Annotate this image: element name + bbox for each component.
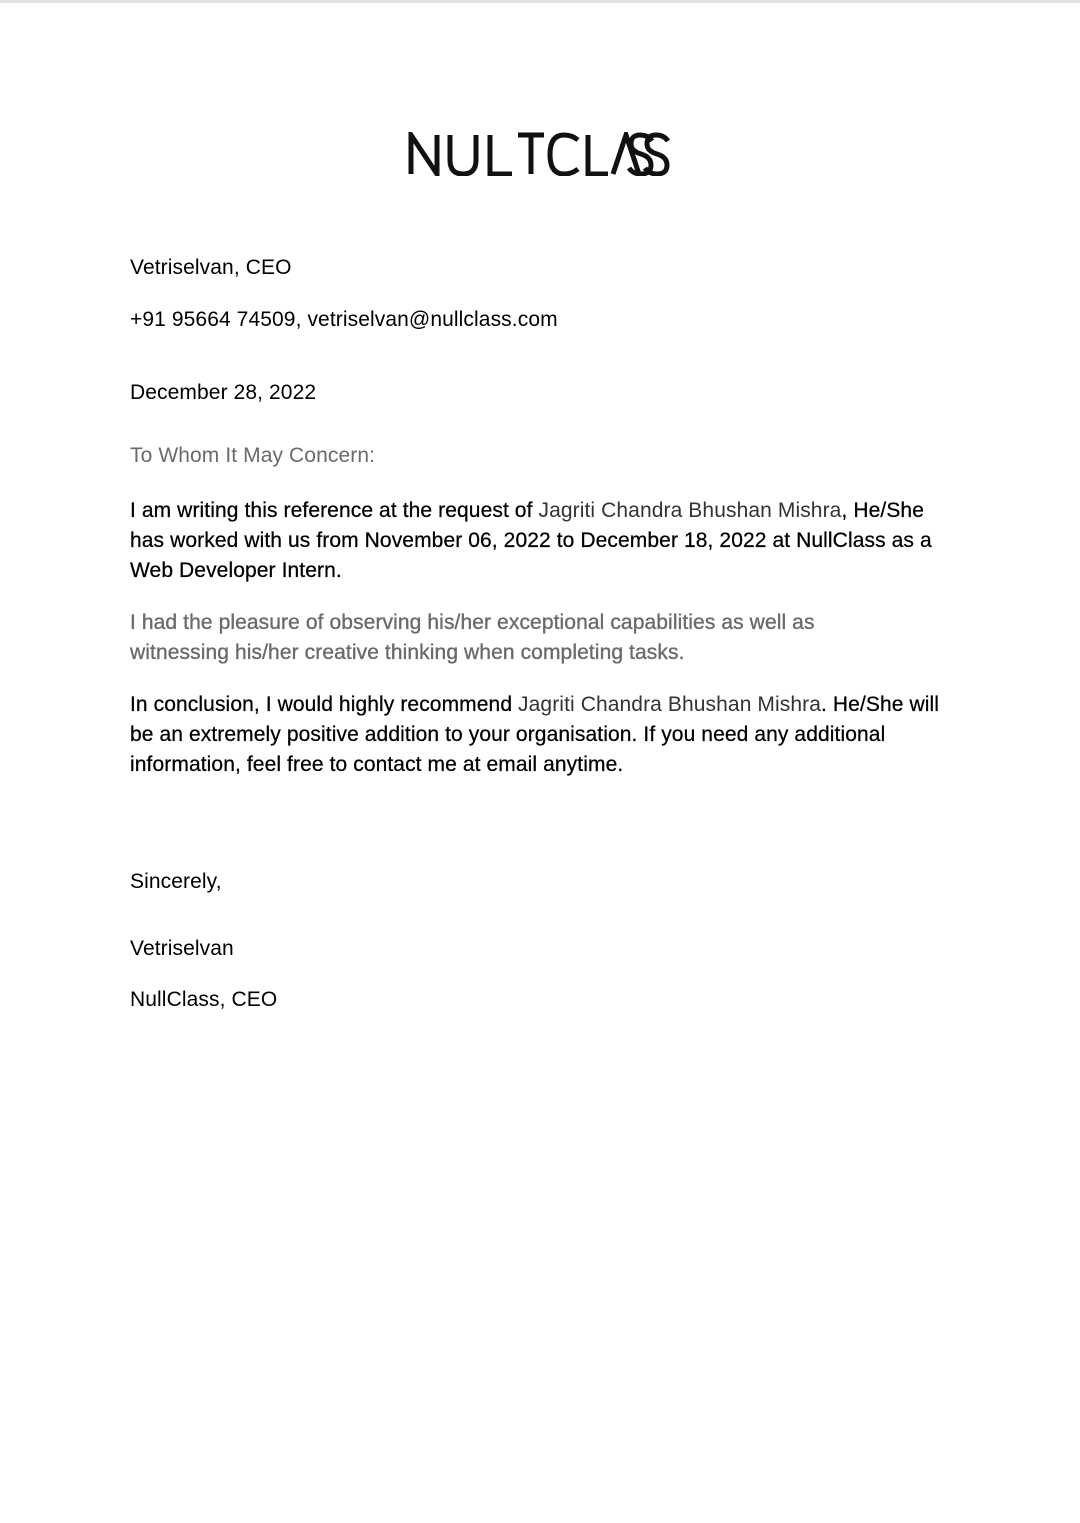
top-divider [0, 0, 1080, 3]
paragraph-3 [130, 690, 945, 780]
paragraph-3-tail: . He/She will be an extremely positive addition to your organisation. If you need any additional information, feel free to contact me at email anytime. [130, 693, 940, 776]
valediction: Sincerely, [130, 870, 222, 893]
paragraph-1-lead: I am writing this reference at the request of [130, 499, 533, 522]
nullclass-logo [408, 132, 670, 176]
nullclass-logo-mark [408, 132, 670, 176]
sender-contact: +91 95664 74509, vetriselvan@nullclass.com [130, 308, 558, 331]
sender-name-title: Vetriselvan, CEO [130, 256, 292, 279]
paragraph-2: I had the pleasure of observing his/her exceptional capabilities as well as witnessing his/her creative thinking when completing tasks. [130, 611, 815, 664]
paragraph-1 [130, 496, 960, 586]
paragraph-1-tail: , He/She has worked with us from November 06, 2022 to December 18, 2022 at NullClass as a Web Developer Intern. [130, 499, 932, 582]
signer-title: NullClass, CEO [130, 988, 278, 1011]
letter-date: December 28, 2022 [130, 381, 317, 404]
salutation: To Whom It May Concern: [130, 444, 376, 467]
candidate-name-repeat: Jagriti Chandra Bhushan Mishra [518, 693, 822, 716]
candidate-name: Jagriti Chandra Bhushan Mishra [538, 499, 842, 522]
paragraph-3-lead: In conclusion, I would highly recommend [130, 693, 513, 716]
signer-name: Vetriselvan [130, 937, 234, 960]
